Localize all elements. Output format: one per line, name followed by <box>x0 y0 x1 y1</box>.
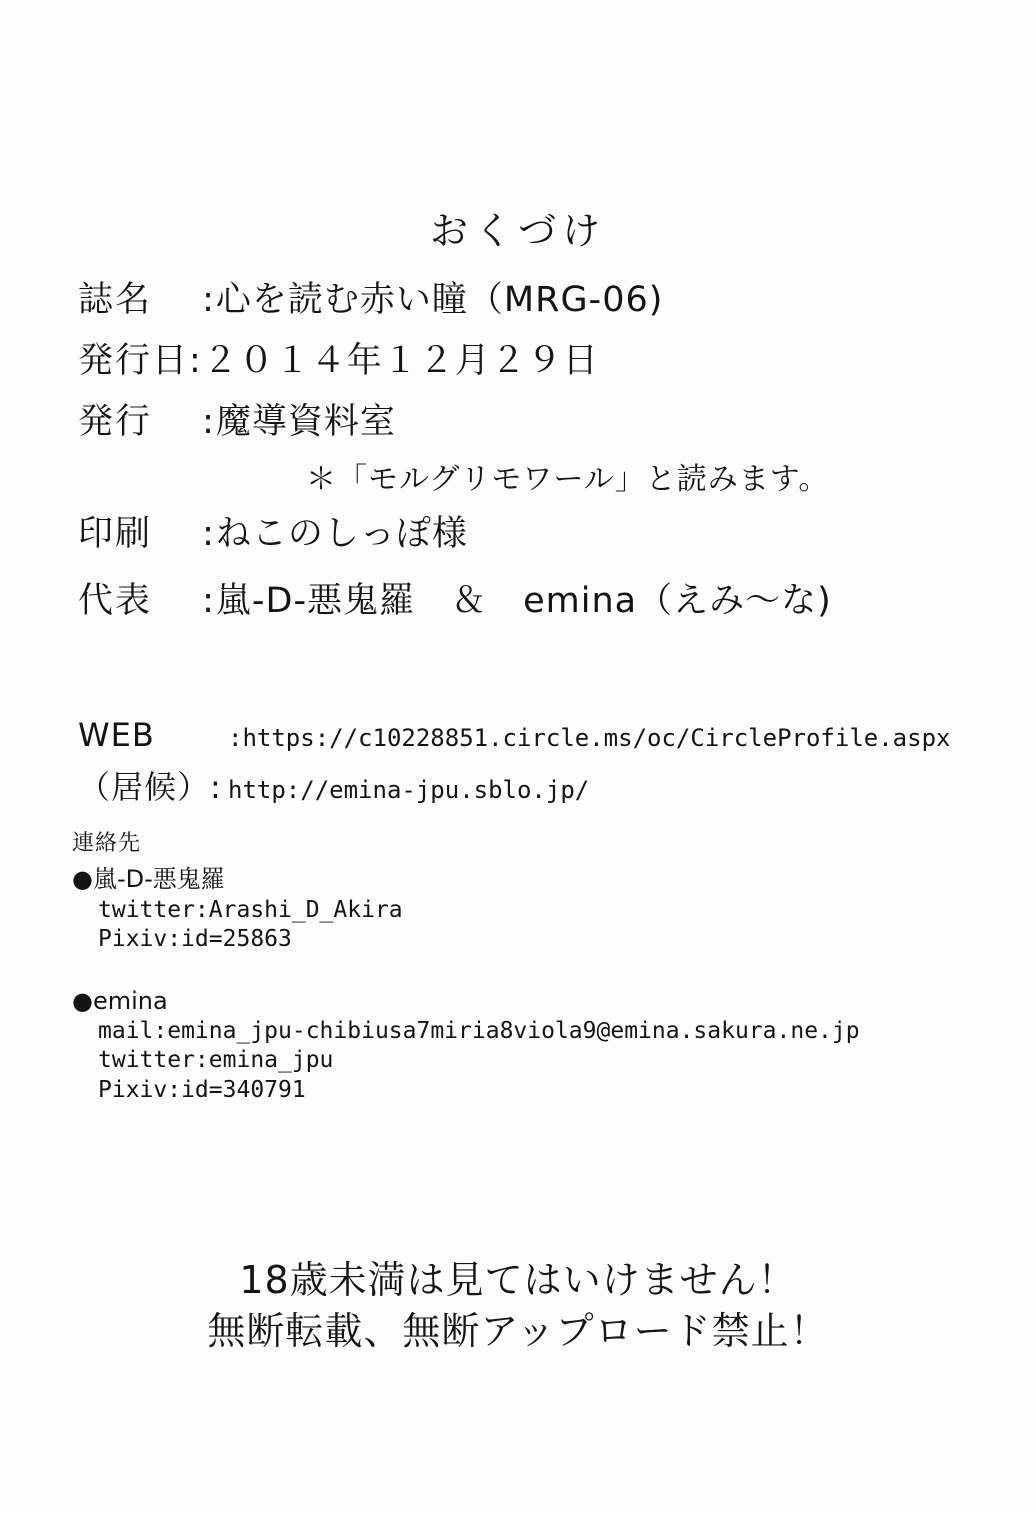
web-label-primary: WEB <box>78 716 155 754</box>
web-row-primary <box>78 716 978 754</box>
age-warning-line2: 無断転載、無断アップロード禁止！ <box>207 1308 829 1353</box>
bullet-icon: ● <box>72 865 93 893</box>
field-value-title: 心を読む赤い瞳（MRG-06) <box>215 280 664 320</box>
contact-group-emina <box>72 987 972 1105</box>
field-value-printer: ねこのしっぽ様 <box>215 514 468 555</box>
web-row-secondary <box>78 762 978 808</box>
field-row-publish-date <box>78 339 958 384</box>
age-warning <box>0 1255 1036 1357</box>
contact-group-arashi <box>72 859 972 955</box>
colophon-fields <box>78 278 958 640</box>
contact-name-emina <box>72 987 972 1015</box>
age-warning-line1: 18歳未満は見てはいけません！ <box>239 1258 797 1302</box>
contact-name-text: 嵐-D-悪鬼羅 <box>92 865 225 893</box>
field-row-publisher <box>78 400 958 445</box>
web-separator-primary: : <box>228 724 243 752</box>
field-row-title <box>78 278 958 323</box>
bullet-icon: ● <box>72 986 93 1015</box>
field-row-printer <box>78 512 958 557</box>
web-block <box>78 716 978 808</box>
web-url-primary[interactable]: https://c10228851.circle.ms/oc/CircleProfile.aspx <box>242 724 951 752</box>
contact-detail-pixiv-arashi: Pixiv:id=25863 <box>98 926 292 953</box>
field-value-publish-date: ２０１４年１２月２９日 <box>202 340 599 381</box>
field-label-publish-date: 発行日: <box>78 340 203 381</box>
field-label-representative: 代表 : <box>78 581 216 622</box>
web-label-secondary: （居候）: <box>78 768 222 806</box>
field-label-title: 誌名 : <box>78 280 216 320</box>
contact-heading: 連絡先 <box>72 831 142 856</box>
field-value-publisher: 魔導資料室 <box>215 401 396 442</box>
contact-detail-mail-emina: mail:emina_jpu-chibiusa7miria8viola9@emina.sakura.ne.jp <box>98 1017 860 1044</box>
contact-detail-twitter-emina: twitter:emina_jpu <box>98 1047 334 1074</box>
field-label-publisher: 発行 : <box>78 401 216 442</box>
contact-detail-twitter-arashi: twitter:Arashi_D_Akira <box>98 897 403 923</box>
contact-block <box>72 826 972 1105</box>
contact-name-arashi <box>72 859 972 894</box>
field-value-representative: 嵐-D-悪鬼羅 ＆ emina（えみ〜な) <box>215 581 832 622</box>
contact-name-text: emina <box>92 986 168 1015</box>
page-title: おくづけ <box>429 209 606 253</box>
field-label-printer: 印刷 : <box>78 514 216 555</box>
contact-detail-pixiv-emina: Pixiv:id=340791 <box>98 1076 306 1103</box>
field-row-representative <box>78 579 958 624</box>
publisher-reading-note: ＊「モルグリモワール」と読みます。 <box>306 462 830 498</box>
web-url-secondary[interactable]: http://emina-jpu.sblo.jp/ <box>228 776 590 804</box>
